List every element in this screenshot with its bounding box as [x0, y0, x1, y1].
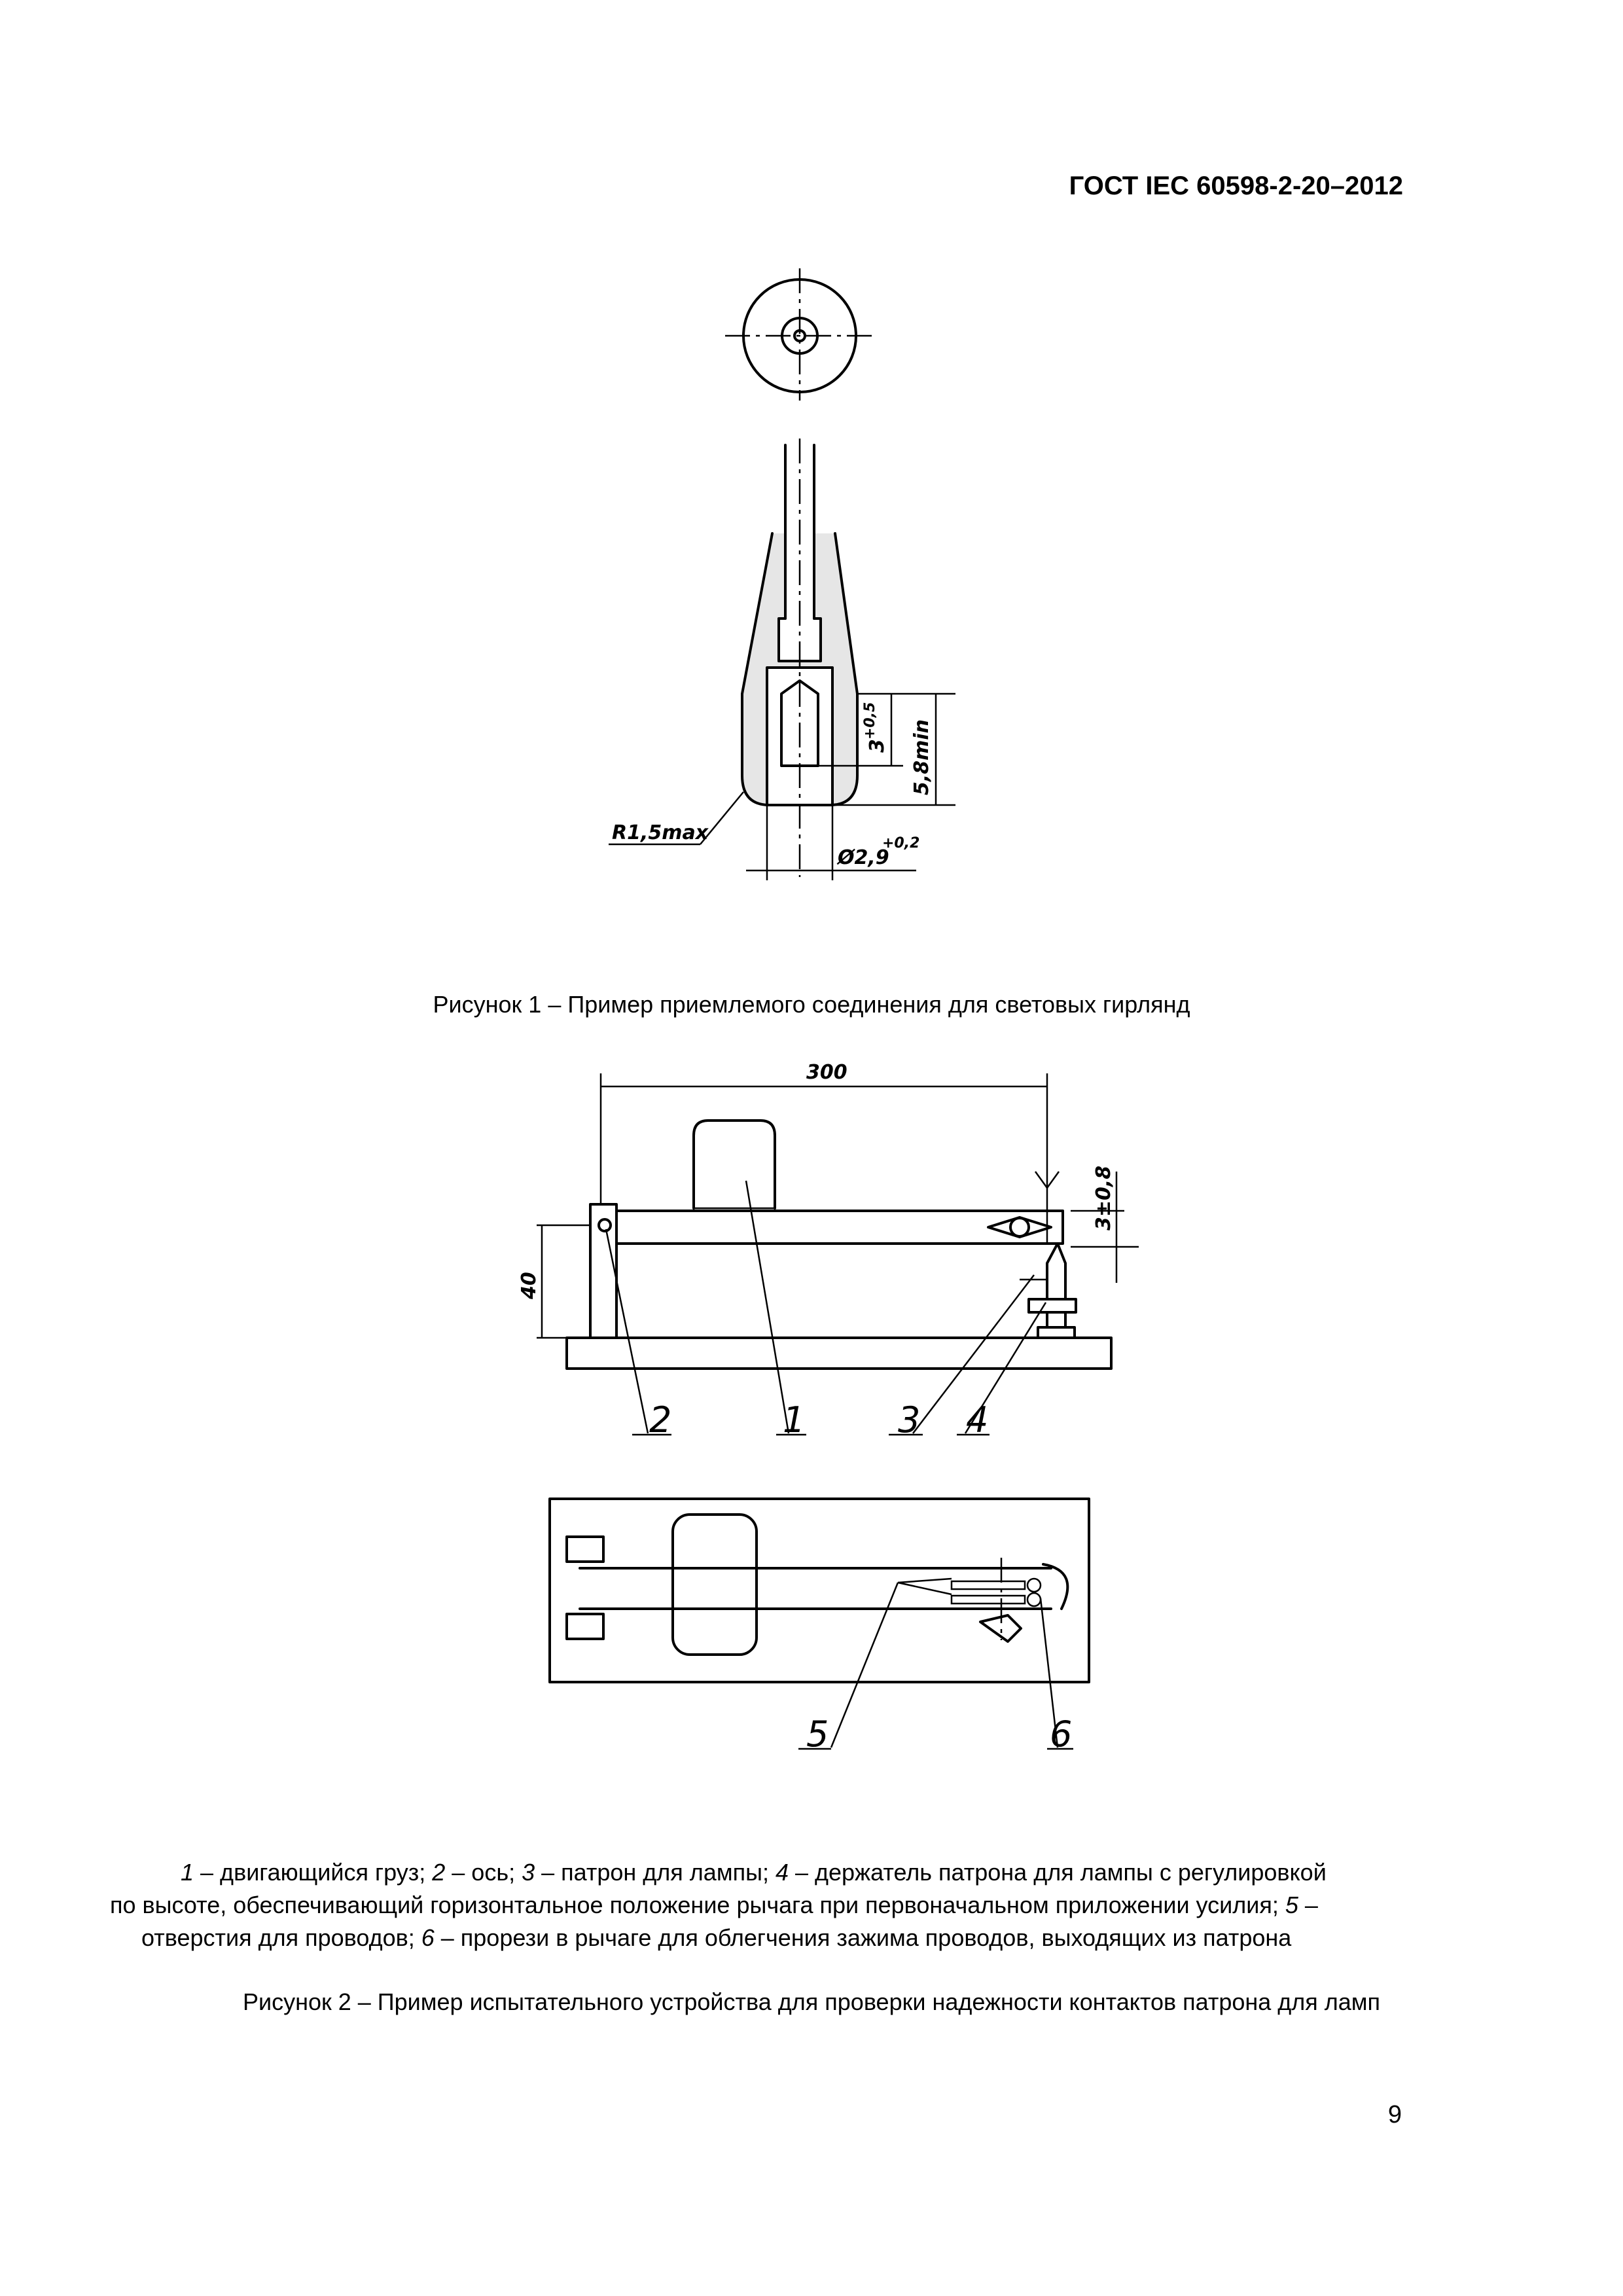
legend-key-1: 1 [181, 1859, 194, 1886]
figure2-length-label: 300 [806, 1061, 847, 1084]
figure1-radius-label: R1,5max [612, 821, 709, 844]
figure2-side-leaders [606, 1181, 1047, 1433]
figure2-caption: Рисунок 2 – Пример испытательного устройства для проверки надежности контактов патрона для ламп [242, 1988, 1381, 2015]
callout-1: 1 [783, 1399, 806, 1441]
figure2-legend [110, 1856, 1438, 1954]
callout-5: 5 [806, 1713, 829, 1755]
legend-text-5: – [1298, 1892, 1318, 1918]
legend-key-6: 6 [421, 1924, 435, 1951]
legend-text-3: – патрон для лампы; [535, 1859, 776, 1886]
figure2-top-view [550, 1499, 1089, 1682]
figure1-depth-tolerance: +0,5 [862, 702, 878, 740]
figure1-min-length-label: 5,8min [910, 719, 933, 795]
callout-6: 6 [1050, 1713, 1073, 1755]
figure2-tolerance-label: 3±0,8 [1092, 1165, 1115, 1230]
callout-4: 4 [966, 1399, 989, 1441]
figure1-depth-label: 3 [866, 739, 889, 753]
legend-key-3: 3 [522, 1859, 535, 1886]
callout-2: 2 [649, 1399, 672, 1441]
figure1-diameter-label: Ø2,9 [838, 846, 889, 869]
figure1-caption: Рисунок 1 – Пример приемлемого соединения для световых гирлянд [433, 991, 1190, 1018]
legend-key-4: 4 [775, 1859, 789, 1886]
figure2-side-view [567, 1121, 1111, 1369]
document-header: ГОСТ IEC 60598-2-20–2012 [1069, 171, 1403, 200]
figure1-diameter-tolerance: +0,2 [882, 835, 920, 852]
legend-text-4: – держатель патрона для лампы с регулировкой [788, 1859, 1327, 1886]
figure2-height-label: 40 [518, 1272, 541, 1299]
legend-text-4b: по высоте, обеспечивающий горизонтальное положение рычага при первоначальном приложении усилия; [110, 1892, 1285, 1918]
legend-text-5b: отверстия для проводов; [141, 1924, 421, 1951]
legend-text-1: – двигающийся груз; [194, 1859, 433, 1886]
legend-text-2: – ось; [445, 1859, 522, 1886]
figure2-callout-underlines [632, 1435, 1073, 1749]
legend-key-2: 2 [432, 1859, 446, 1886]
legend-text-6: – прорези в рычаге для облегчения зажима проводов, выходящих из патрона [434, 1924, 1292, 1951]
page-number: 9 [1387, 2101, 1402, 2128]
legend-key-5: 5 [1285, 1892, 1298, 1918]
callout-3: 3 [898, 1399, 921, 1441]
